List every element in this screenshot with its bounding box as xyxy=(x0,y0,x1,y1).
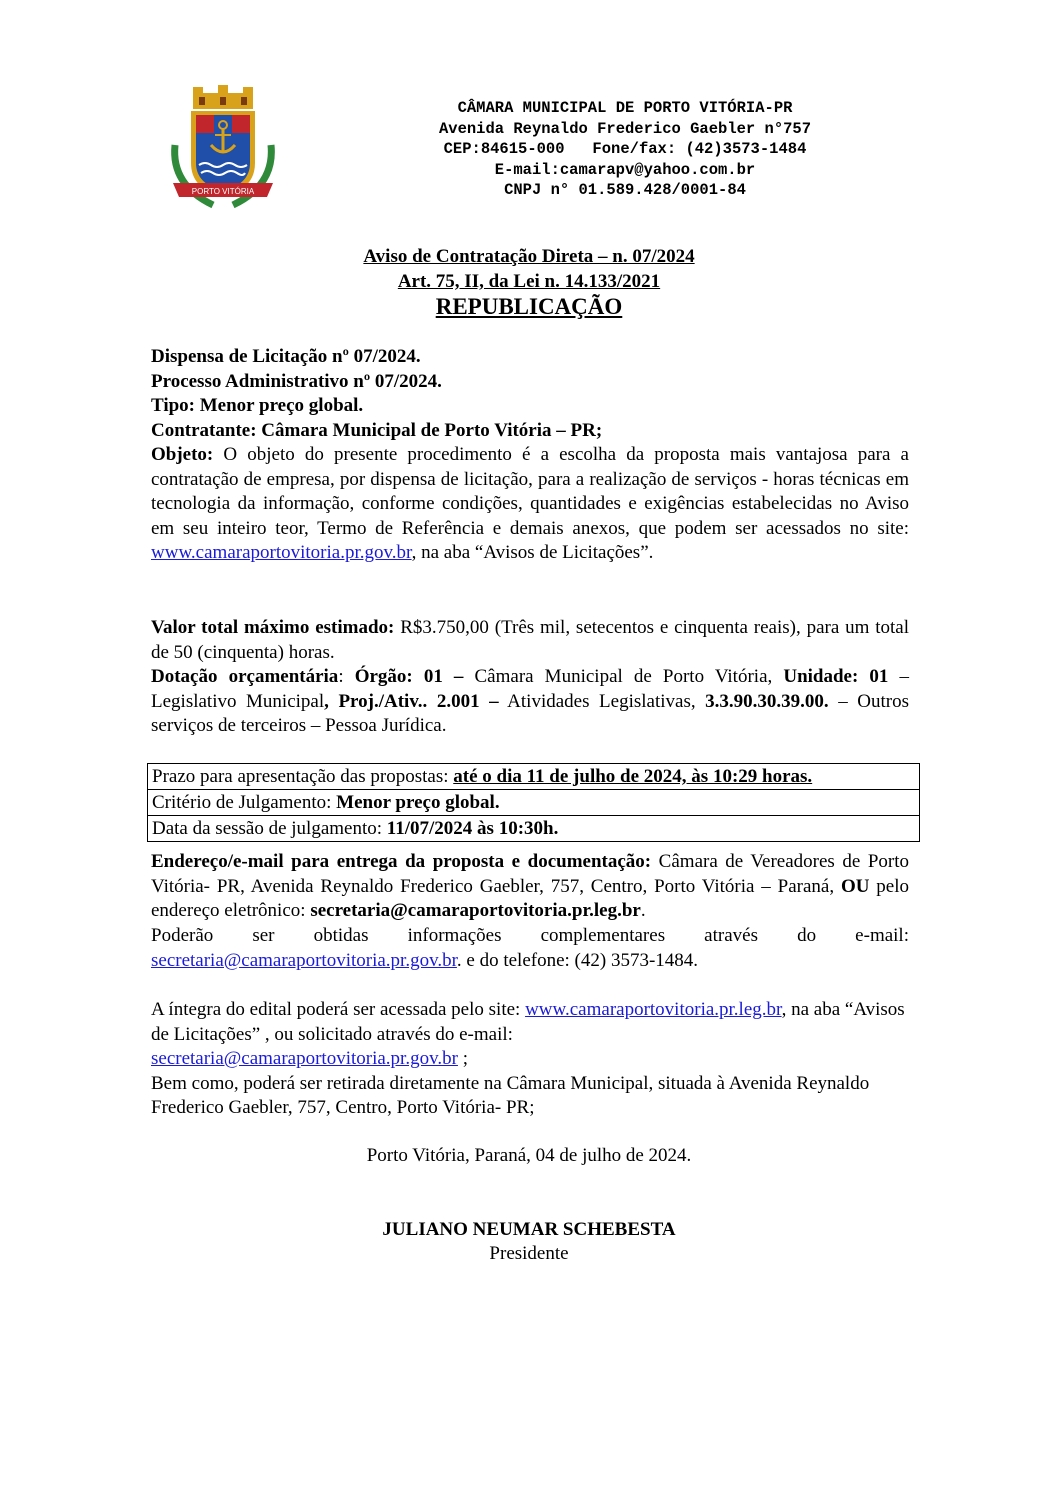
table-row xyxy=(148,764,920,790)
informacoes-text: Poderão ser obtidas informações complementares através do e-mail: xyxy=(151,925,909,946)
endereco-end: . xyxy=(640,900,646,921)
integra-email-link[interactable]: secretaria@camaraportovitoria.pr.gov.br xyxy=(151,1048,458,1069)
integra-text: A íntegra do edital poderá ser acessada pelo site: xyxy=(151,999,526,1020)
institution-cep-phone: CEP:84615-000 Fone/fax: (42)3573-1484 xyxy=(443,140,807,158)
endereco-label: Endereço/e-mail para entrega da proposta e documentação: xyxy=(151,851,652,872)
table-cell xyxy=(148,790,920,816)
notice-legal-basis: Art. 75, II, da Lei n. 14.133/2021 xyxy=(397,271,661,292)
site-link[interactable]: www.camaraportovitoria.pr.gov.br xyxy=(151,542,412,563)
delivery-email: secretaria@camaraportovitoria.pr.leg.br xyxy=(310,900,641,921)
criterio-label: Critério de Julgamento: xyxy=(152,792,337,813)
table-cell xyxy=(148,816,920,842)
processo-field: Processo Administrativo nº 07/2024. xyxy=(151,370,442,392)
letterhead xyxy=(385,98,865,201)
objeto-paragraph xyxy=(151,443,909,566)
criterio-value: Menor preço global. xyxy=(336,792,500,813)
integra-paragraph xyxy=(151,998,909,1121)
notice-header-fields xyxy=(151,345,909,443)
budget-code: 3.3.90.30.39.00. xyxy=(705,690,829,712)
endereco-paragraph xyxy=(151,850,909,924)
valor-paragraph xyxy=(151,616,909,665)
informacoes-paragraph xyxy=(151,924,909,973)
valor-label: Valor total máximo estimado: xyxy=(151,617,395,638)
dotacao-paragraph xyxy=(151,665,909,739)
integra-text3: ; xyxy=(457,1048,468,1069)
integra-block xyxy=(151,998,909,1047)
objeto-label: Objeto: xyxy=(151,444,214,465)
signer-name: JULIANO NEUMAR SCHEBESTA xyxy=(382,1219,676,1240)
proj-text: Atividades Legislativas, xyxy=(498,690,706,712)
tipo-field: Tipo: Menor preço global. xyxy=(151,395,364,416)
sessao-label: Data da sessão de julgamento: xyxy=(152,818,387,839)
objeto-text: O objeto do presente procedimento é a escolha da proposta mais vantajosa para a contratação de empresa, por dispensa de licitação, para a realização de serviços - horas técnicas em tecnologia da informação, conforme condições, quantidades e exigências estabelecidas no Aviso em seu inteiro teor, Termo de Referência e demais anexos, que podem ser acessados no site: xyxy=(151,444,909,539)
institution-name: CÂMARA MUNICIPAL DE PORTO VITÓRIA-PR xyxy=(457,99,793,117)
dispensa-field: Dispensa de Licitação nº 07/2024. xyxy=(151,346,421,367)
table-row xyxy=(148,790,920,816)
deadline-info-table xyxy=(147,763,920,842)
integra-retirada: Bem como, poderá ser retirada diretamente na Câmara Municipal, situada à Avenida Reynaldo Frederico Gaebler, 757, Centro, Porto Vitória- PR; xyxy=(151,1072,870,1118)
notice-republication: REPUBLICAÇÃO xyxy=(435,294,623,319)
institution-address: Avenida Reynaldo Frederico Gaebler n°757 xyxy=(438,119,812,138)
contratante-field: Contratante: Câmara Municipal de Porto Vitória – PR; xyxy=(151,419,603,441)
dotacao-separator: : xyxy=(338,666,355,687)
proj-label: , Proj./Ativ.. 2.001 – xyxy=(324,690,499,712)
prazo-value: até o dia 11 de julho de 2024, às 10:29 horas. xyxy=(453,766,813,787)
institution-cnpj: CNPJ n° 01.589.428/0001-84 xyxy=(504,181,746,199)
budget-code-text: – Outros serviços de terceiros – Pessoa Jurídica. xyxy=(151,690,909,736)
informacoes-tail: . e do telefone: (42) 3573-1484. xyxy=(456,949,699,971)
orgao-label: Órgão: 01 – xyxy=(354,666,464,687)
table-row xyxy=(148,816,920,842)
unidade-label: Unidade: 01 xyxy=(783,666,889,687)
institution-email: E-mail:camarapv@yahoo.com.br xyxy=(494,160,756,179)
info-email-link[interactable]: secretaria@camaraportovitoria.pr.gov.br xyxy=(151,949,457,971)
seal-ribbon-text: PORTO VITÓRIA xyxy=(191,187,255,196)
endereco-text: Câmara de Vereadores de Porto Vitória- PR, Avenida Reynaldo Frederico Gaebler, 757, Centro, Porto Vitória – Paraná, xyxy=(151,851,910,897)
orgao-text: Câmara Municipal de Porto Vitória, xyxy=(463,666,784,687)
sessao-value: 11/07/2024 às 10:30h. xyxy=(386,818,559,839)
dotacao-label: Dotação orçamentária xyxy=(151,666,339,687)
municipal-seal-logo xyxy=(163,85,283,215)
integra-email-line xyxy=(151,1047,909,1072)
signer-role: Presidente xyxy=(489,1243,569,1264)
notice-title: Aviso de Contratação Direta – n. 07/2024 xyxy=(363,246,695,267)
objeto-tail: , na aba “Avisos de Licitações”. xyxy=(411,542,654,563)
valor-text: R$3.750,00 (Três mil, setecentos e cinquenta reais), para um total de 50 (cinquenta) horas. xyxy=(151,617,909,663)
place-date: Porto Vitória, Paraná, 04 de julho de 2024. xyxy=(366,1145,692,1166)
table-cell xyxy=(148,764,920,790)
endereco-text2: pelo endereço eletrônico: xyxy=(151,875,909,921)
endereco-ou: OU xyxy=(840,875,870,897)
prazo-label: Prazo para apresentação das propostas: xyxy=(152,766,454,787)
unidade-text: – Legislativo Municipal xyxy=(151,666,909,712)
integra-text2: , na aba “Avisos de Licitações” , ou solicitado através do e-mail: xyxy=(151,999,905,1045)
integra-site-link[interactable]: www.camaraportovitoria.pr.leg.br xyxy=(525,999,782,1020)
